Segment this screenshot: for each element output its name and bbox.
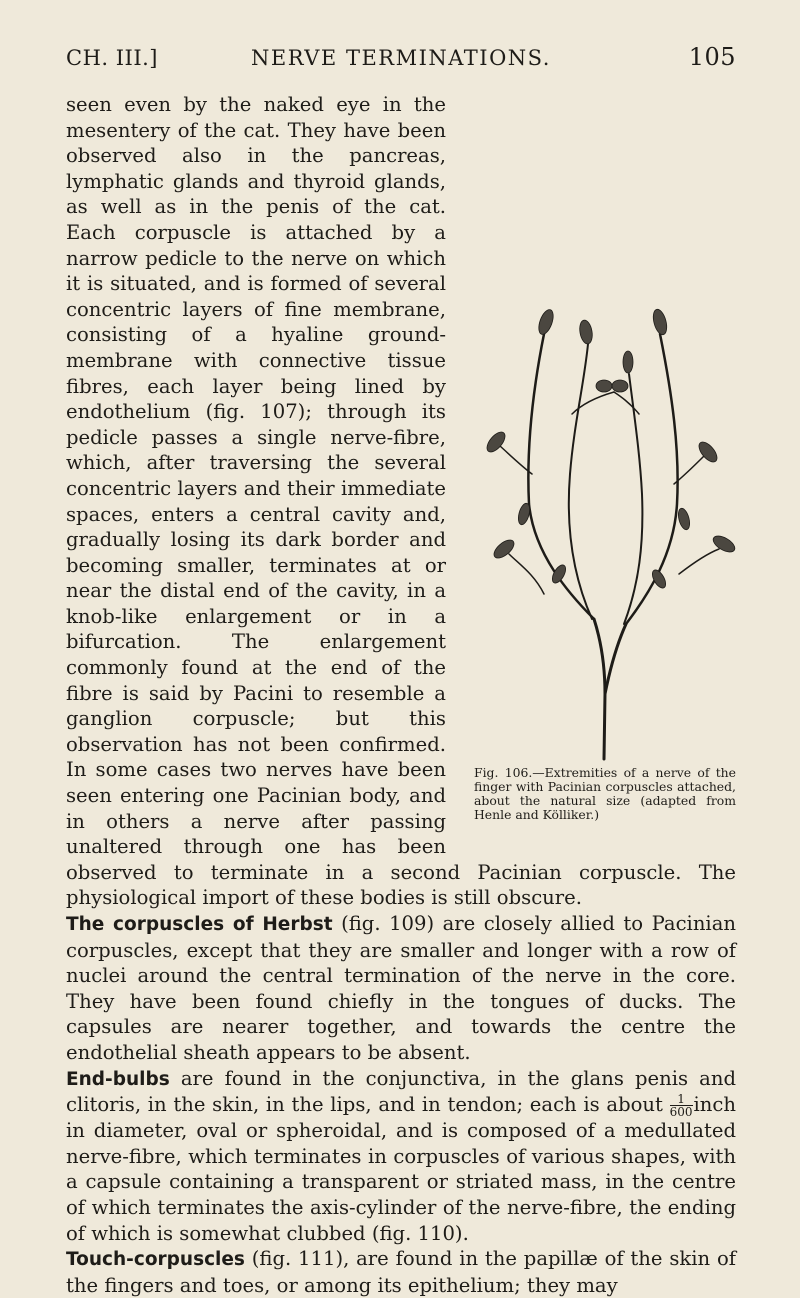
- chapter-label: CH. III.]: [66, 46, 158, 70]
- figure-caption: Fig. 106.—Extremities of a nerve of the finger with Pacinian corpuscles attached, about the natural size (adapted from Henle and Kölliker.): [474, 765, 736, 822]
- fraction: [670, 1093, 693, 1118]
- term-end-bulbs: End-bulbs: [66, 1068, 170, 1090]
- term-herbst: The corpuscles of Herbst: [66, 914, 333, 935]
- paragraph-herbst: [66, 911, 736, 1066]
- paragraph-touch: [66, 1246, 736, 1298]
- running-header: [66, 43, 736, 80]
- term-touch: Touch-corpuscles: [66, 1249, 245, 1271]
- paragraph-end-bulbs-text-b: inch in diameter, oval or spheroidal, and is composed of a medullated nerve-fibre, which terminates in corpuscles of various shapes, with a capsule containing a transparent or striated mass, in the centre of which terminates the axis-cylinder of the nerve-fibre, the ending of which is somewhat clubbed (fig. 110).: [66, 1093, 736, 1245]
- paragraph-end-bulbs: [66, 1066, 736, 1247]
- body-text: [66, 92, 736, 1298]
- fraction-denominator: 600: [669, 1105, 693, 1120]
- paragraph-end-bulbs-text-a: are found in the conjunctiva, in the glans penis and clitoris, in the skin, in the lips, and in tendon; each is about: [66, 1066, 736, 1117]
- figure-106: [474, 274, 736, 846]
- paragraph-pacinian: seen even by the naked eye in the mesentery of the cat. They have been observed also in the pancreas, lymphatic glands and thyroid glands, as well as in the penis of the cat. Each corpuscle is attached by a narrow pedicle to the nerve on which it is situated, and is formed of several concentric layers of fine membrane, consisting of a hyaline ground-membrane with connective tissue fibres, each layer being lined by endothelium (fig. 107); through its pedicle passes a single nerve-fibre, which, after traversing the several concentric layers and their immediate spaces, enters a central cavity and, gradually losing its dark border and becoming smaller, terminates at or near the distal end of the cavity, in a knob-like enlargement or in a bifurcation. The enlargement commonly found at the end of the fibre is said by Pacini to resemble a ganglion corpuscle; but this observation has not been confirmed. In some cases two nerves have been seen entering one Pacinian body, and in others a nerve after passing unaltered through one has been observed to terminate in a second Pacinian corpuscle. The physiological import of these bodies is still obscure.: [66, 93, 736, 910]
- paragraph-touch-text: (fig. 111), are found in the papillæ of the skin of the fingers and toes, or among its epithelium; they may: [66, 1247, 736, 1297]
- page-number: 105: [688, 43, 736, 71]
- paragraph-herbst-text: (fig. 109) are closely allied to Pacinian corpuscles, except that they are smaller and longer with a row of nuclei around the central termination of the nerve in the core. They have been found chiefly in the tongues of ducks. The capsules are nearer together, and towards the centre the endothelial sheath appears to be absent.: [66, 912, 737, 1064]
- running-title: NERVE TERMINATIONS.: [251, 46, 551, 70]
- nerve-illustration: [474, 274, 736, 764]
- fraction-numerator: 1: [670, 1093, 693, 1106]
